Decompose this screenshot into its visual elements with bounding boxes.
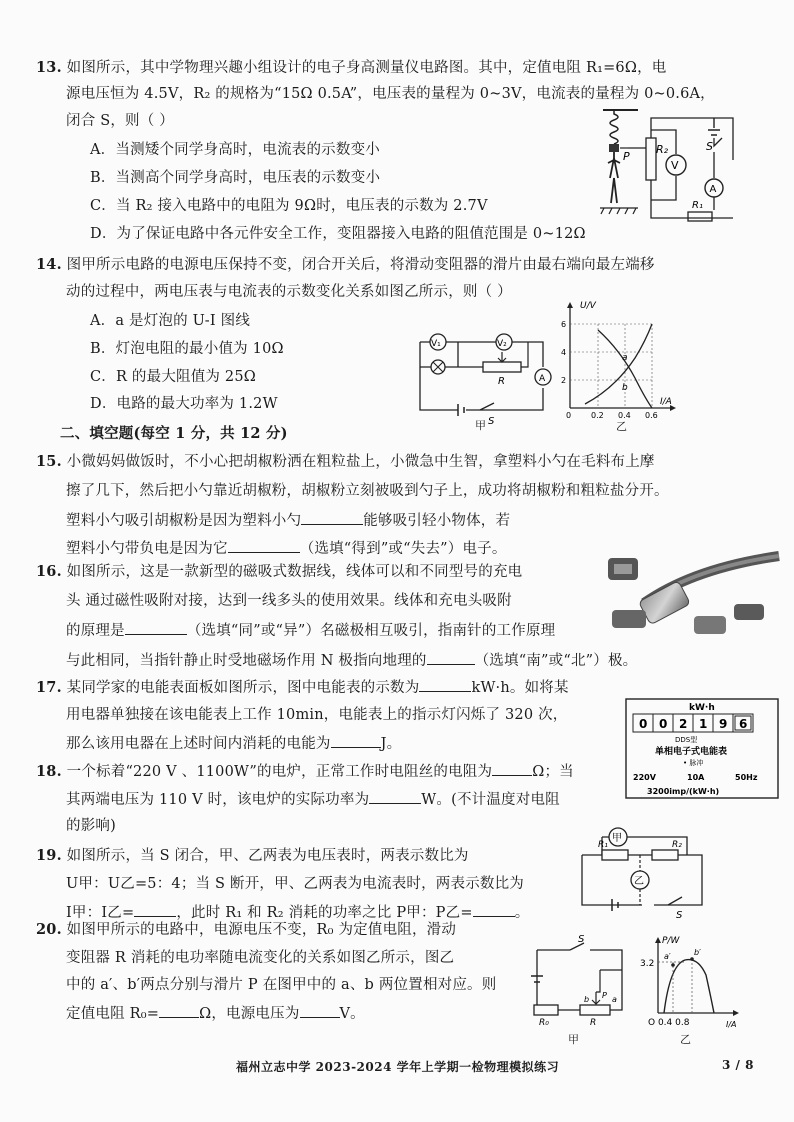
q13-fig-s: S xyxy=(706,140,713,153)
q17-line2: 用电器单独接在该电能表上工作 10min，电能表上的指示灯闪烁了 320 次， xyxy=(66,707,568,723)
q20-circuit-jia xyxy=(522,930,632,1029)
q20-text1: 如图甲所示的电路中，电源电压不变，R₀ 为定值电阻，滑动 xyxy=(66,922,457,938)
q13-line2: 源电压恒为 4.5V，R₂ 的规格为“15Ω 0.5A”，电压表的量程为 0~3V，电流表的量程为 0~0.6A， xyxy=(66,86,715,102)
q18-text1b: Ω；当 xyxy=(532,764,574,780)
q13-line1 xyxy=(36,58,666,78)
q19-fig-s: S xyxy=(676,910,683,921)
q16-blank-2[interactable] xyxy=(427,650,475,665)
meter-name: 单相电子式电能表 xyxy=(655,747,728,757)
meter-digit-4: 1 xyxy=(699,717,708,731)
q13-fig-a: A xyxy=(709,184,717,195)
q19-fig-r1: R₁ xyxy=(598,840,608,850)
q20-graph-ylabel: P/W xyxy=(662,936,680,946)
meter-digit-1: 0 xyxy=(639,717,648,731)
q15-line1 xyxy=(36,452,655,472)
q16-text1: 如图所示，这是一款新型的磁吸式数据线，线体可以和不同型号的充电 xyxy=(66,564,523,580)
q14-line1 xyxy=(36,255,655,275)
q14-graph-yi xyxy=(560,300,680,424)
q14-line2: 动的过程中，两电压表与电流表的示数变化关系如图乙所示，则（ ） xyxy=(66,284,512,300)
q20-blank-2[interactable] xyxy=(300,1003,340,1018)
q20-graph-xticks: O 0.4 0.8 xyxy=(648,1018,690,1028)
q14-graph-ylabel: U/V xyxy=(580,301,596,311)
q15-number: 15. xyxy=(36,453,62,470)
q14-graph-ytick-4: 4 xyxy=(561,348,567,357)
q19-line1 xyxy=(36,846,469,866)
q19-text3a: I甲：I乙= xyxy=(66,905,135,921)
q20-line4 xyxy=(66,1003,365,1024)
q13-fig-r1: R₁ xyxy=(692,200,703,211)
q19-fig-yi: 乙 xyxy=(634,876,644,887)
q14-fig-v1: V₁ xyxy=(431,339,441,349)
q15-text3b: 能够吸引轻小物体，若 xyxy=(363,513,511,529)
meter-digit-6: 6 xyxy=(739,717,748,731)
q13-option-c: C．当 R₂ 接入电路中的电阻为 9Ω时，电压表的示数为 2.7V xyxy=(90,198,488,214)
q20-text4c: V。 xyxy=(339,1006,365,1022)
q18-blank-2[interactable] xyxy=(369,789,421,804)
q19-blank-1[interactable] xyxy=(134,902,176,917)
q18-line1 xyxy=(36,761,574,782)
q16-line1 xyxy=(36,562,522,582)
q13-number: 13. xyxy=(36,59,62,76)
q16-line2: 头 通过磁性吸附对接，达到一线多头的使用效果。线体和充电头吸附 xyxy=(66,593,512,609)
q18-text2b: W。(不计温度对电阻 xyxy=(421,792,560,808)
q14-text1: 图甲所示电路的电源电压保持不变，闭合开关后，将滑动变阻器的滑片由最右端向最左端移 xyxy=(66,257,655,273)
q20-fig-yi-caption: 乙 xyxy=(680,1033,692,1046)
q20-line2: 变阻器 R 消耗的电功率随电流变化的关系如图乙所示，图乙 xyxy=(66,950,455,966)
q14-fig-s: S xyxy=(488,416,495,427)
q20-graph-xlabel: I/A xyxy=(726,1020,737,1029)
q17-text1b: kW·h。如将某 xyxy=(471,680,569,696)
q17-text3b: J。 xyxy=(380,736,402,752)
q14-option-a: A．a 是灯泡的 U-I 图线 xyxy=(90,313,251,329)
q19-number: 19. xyxy=(36,847,62,864)
q20-number: 20. xyxy=(36,921,62,938)
q16-text4b: （选填“南”或“北”）极。 xyxy=(474,653,638,669)
q14-option-b: B．灯泡电阻的最小值为 10Ω xyxy=(90,341,284,357)
q13-circuit-figure xyxy=(598,108,748,232)
q20-graph-yi xyxy=(640,935,750,1039)
q13-fig-p: P xyxy=(623,150,630,163)
q14-fig-yi-caption: 乙 xyxy=(616,420,628,433)
q16-text3b: （选填“同”或“异”）名磁极相互吸引，指南针的工作原理 xyxy=(186,623,556,639)
energy-meter-panel xyxy=(625,698,780,804)
footer-title: 福州立志中学 2023-2024 学年上学期一检物理模拟练习 xyxy=(236,1060,560,1074)
q16-text3a: 的原理是 xyxy=(66,623,125,639)
q17-line3 xyxy=(66,733,401,754)
q14-graph-xtick-0: 0 xyxy=(566,411,572,420)
q19-fig-r2: R₂ xyxy=(672,840,682,850)
q14-graph-xtick-04: 0.4 xyxy=(618,411,631,420)
q17-blank-1[interactable] xyxy=(419,677,471,692)
q18-text2a: 其两端电压为 110 V 时，该电炉的实际功率为 xyxy=(66,792,370,808)
q16-line4 xyxy=(66,650,637,671)
q19-fig-jia: 甲 xyxy=(612,833,622,844)
q20-fig-a: a xyxy=(612,995,617,1004)
q16-number: 16. xyxy=(36,563,62,580)
q14-graph-label-a: a xyxy=(622,353,628,363)
q14-fig-jia-caption: 甲 xyxy=(475,419,487,432)
q18-text1a: 一个标着“220 V 、1100W”的电炉，正常工作时电阻丝的电阻为 xyxy=(66,764,493,780)
q17-number: 17. xyxy=(36,679,62,696)
q13-option-a: A．当测矮个同学身高时，电流表的示数变小 xyxy=(90,142,380,158)
q20-fig-s: S xyxy=(578,934,585,945)
q14-fig-a: A xyxy=(539,374,546,384)
q20-graph-label-b: b′ xyxy=(694,948,701,957)
q18-number: 18. xyxy=(36,763,62,780)
q17-line1 xyxy=(36,677,569,698)
q20-graph-label-a: a′ xyxy=(664,952,671,961)
q15-line2: 擦了几下，然后把小勺靠近胡椒粉，胡椒粉立刻被吸到勺子上，成功将胡椒粉和粗粒盐分开。 xyxy=(66,483,669,499)
q14-graph-xtick-02: 0.2 xyxy=(591,411,604,420)
q15-blank-2[interactable] xyxy=(228,538,300,553)
q15-text4a: 塑料小勺带负电是因为它 xyxy=(66,541,228,557)
q20-fig-b: b xyxy=(584,995,590,1004)
q17-blank-2[interactable] xyxy=(331,733,381,748)
q19-text3c: 。 xyxy=(514,905,530,921)
meter-current: 10A xyxy=(687,773,705,782)
section-fill-in-title: 二、填空题(每空 1 分，共 12 分) xyxy=(60,425,288,442)
meter-voltage: 220V xyxy=(633,773,656,782)
q20-fig-r: R xyxy=(590,1018,597,1028)
q19-blank-2[interactable] xyxy=(473,902,515,917)
q19-text3b: ，此时 R₁ 和 R₂ 消耗的功率之比 P甲：P乙= xyxy=(176,905,473,921)
q13-fig-r2: R₂ xyxy=(656,143,669,156)
q15-line3 xyxy=(66,510,510,531)
q13-line3: 闭合 S，则（ ） xyxy=(66,113,174,129)
q16-text4a: 与此相同，当指针静止时受地磁场作用 N 极指向地理的 xyxy=(66,653,427,669)
q20-fig-p: P xyxy=(602,991,607,1000)
meter-model: DDS型 xyxy=(675,736,698,744)
q18-line2 xyxy=(66,789,560,810)
q16-line3 xyxy=(66,620,555,641)
q14-graph-label-b: b xyxy=(622,383,628,393)
q20-text4b: Ω，电源电压为 xyxy=(199,1006,300,1022)
q14-fig-r: R xyxy=(498,376,505,387)
meter-digit-2: 0 xyxy=(659,717,668,731)
q14-fig-v2: V₂ xyxy=(497,339,507,349)
q20-blank-1[interactable] xyxy=(159,1003,199,1018)
q18-blank-1[interactable] xyxy=(492,761,532,776)
q14-graph-ytick-6: 6 xyxy=(561,320,567,329)
q20-graph-y32: 3.2 xyxy=(640,959,655,969)
meter-digit-3: 2 xyxy=(679,717,688,731)
meter-imp: 3200imp/(kW·h) xyxy=(647,787,720,796)
magnetic-cable-photo xyxy=(604,548,784,648)
q20-fig-jia-caption: 甲 xyxy=(568,1033,580,1046)
q15-line4 xyxy=(66,538,507,559)
q19-text1: 如图所示，当 S 闭合，甲、乙两表为电压表时，两表示数比为 xyxy=(66,848,469,864)
q20-fig-r0: R₀ xyxy=(539,1018,549,1028)
q14-number: 14. xyxy=(36,256,62,273)
q20-line1 xyxy=(36,920,456,940)
q14-option-c: C．R 的最大阻值为 25Ω xyxy=(90,369,257,385)
meter-unit: kW·h xyxy=(689,703,715,713)
meter-digit-5: 9 xyxy=(719,717,728,731)
q13-option-d: D．为了保证电路中各元件安全工作，变阻器接入电路的阻值范围是 0~12Ω xyxy=(90,226,586,242)
page-number: 3 / 8 xyxy=(722,1058,754,1072)
q15-text1: 小微妈妈做饭时，不小心把胡椒粉洒在粗粒盐上，小微急中生智，拿塑料小勺在毛料布上摩 xyxy=(66,454,655,470)
q16-blank-1[interactable] xyxy=(125,620,187,635)
q15-blank-1[interactable] xyxy=(301,510,363,525)
q13-fig-v: V xyxy=(671,159,679,172)
q13-text1: 如图所示，其中学物理兴趣小组设计的电子身高测量仪电路图。其中，定值电阻 R₁=6Ω，电 xyxy=(66,60,667,76)
q14-graph-xlabel: I/A xyxy=(660,397,672,407)
q19-circuit-figure xyxy=(572,825,712,924)
q13-option-b: B．当测高个同学身高时，电压表的示数变小 xyxy=(90,170,381,186)
q17-text1a: 某同学家的电能表面板如图所示，图中电能表的示数为 xyxy=(66,680,420,696)
q14-graph-xtick-06: 0.6 xyxy=(645,411,658,420)
q14-option-d: D．电路的最大功率为 1.2W xyxy=(90,396,278,412)
q15-text4b: （选填“得到”或“失去”）电子。 xyxy=(299,541,507,557)
meter-frequency: 50Hz xyxy=(735,773,758,782)
q18-line3: 的影响) xyxy=(66,818,116,834)
q17-text3a: 那么该用电器在上述时间内消耗的电能为 xyxy=(66,736,331,752)
meter-pulse-mark: • 脉冲 xyxy=(683,759,704,767)
q20-text4a: 定值电阻 R₀= xyxy=(66,1006,160,1022)
q14-graph-ytick-2: 2 xyxy=(561,376,567,385)
q15-text3a: 塑料小勺吸引胡椒粉是因为塑料小勺 xyxy=(66,513,302,529)
q19-line2: U甲：U乙=5：4；当 S 断开，甲、乙两表为电流表时，两表示数比为 xyxy=(66,876,524,892)
q20-line3: 中的 a′、b′两点分别与滑片 P 在图甲中的 a、b 两位置相对应。则 xyxy=(66,977,497,993)
